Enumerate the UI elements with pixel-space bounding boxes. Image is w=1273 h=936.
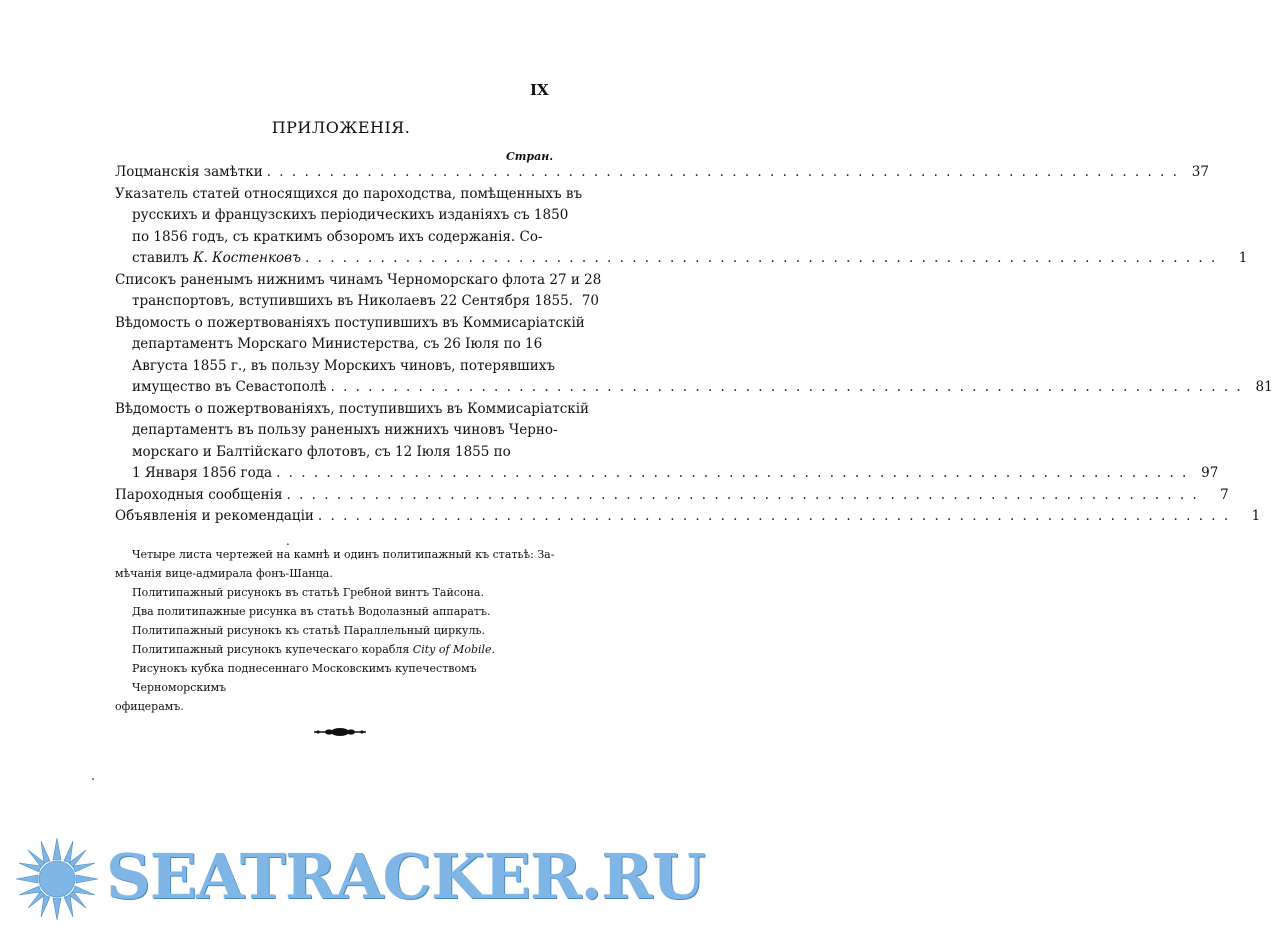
toc-page-number: 37 <box>1191 164 1209 180</box>
toc-page-number: 70 <box>581 293 599 309</box>
note-line: Два политипажные рисунка въ статьѣ Водолазный аппаратъ. <box>132 605 491 618</box>
toc-entry <box>115 399 1219 485</box>
note-line <box>115 640 555 659</box>
toc-entry <box>115 184 1248 270</box>
toc-entry-text: Объявленія и рекомендаціи <box>115 508 314 524</box>
toc-entry-text: транспортовъ, вступившихъ въ Николаевъ 22 Сентября 1855. <box>132 293 573 309</box>
ornament-divider-icon <box>310 726 370 738</box>
toc-entry-text: департаментъ въ пользу раненыхъ нижнихъ чиновъ Черно- <box>132 422 558 438</box>
paper-speck <box>92 778 94 780</box>
toc-page-number: 97 <box>1201 465 1219 481</box>
toc-entry <box>115 485 1229 507</box>
note-line-text: Политипажный рисунокъ купеческаго корабля <box>132 643 413 656</box>
page-column-label: Стран. <box>506 150 554 163</box>
stray-dot: . <box>286 534 290 548</box>
toc-entry-text: Лоцманскія замѣтки <box>115 164 263 180</box>
toc-entry-text: имущество въ Севастополѣ <box>132 379 327 395</box>
watermark <box>0 830 705 930</box>
dot-leader <box>318 506 1230 528</box>
toc-entry-text: по 1856 годъ, съ краткимъ обзоромъ ихъ содержанія. Со- <box>132 228 543 245</box>
toc-entry-text: Списокъ раненымъ нижнимъ чинамъ Черноморскаго флота 27 и 28 <box>115 271 602 288</box>
toc-entry-text: департаментъ Морскаго Министерства, съ 26 Іюля по 16 <box>132 336 543 352</box>
toc-entry-text: Указатель статей относящихся до пароходства, помѣщенныхъ въ <box>115 185 583 202</box>
dot-leader <box>267 162 1179 184</box>
dot-leader <box>287 485 1199 507</box>
watermark-text: SEATRACKER.RU <box>106 840 705 913</box>
toc-entry-text: русскихъ и французскихъ періодическихъ изданіяхъ съ 1850 <box>132 207 569 223</box>
toc-entry-text: Вѣдомость о пожертвованіяхъ поступившихъ въ Коммисаріатскій <box>115 314 585 331</box>
toc-page-number: 1 <box>1238 250 1248 266</box>
note-line: Четыре листа чертежей на камнѣ и одинъ политипажный къ статьѣ: За- <box>132 548 555 561</box>
note-line: офицерамъ. <box>115 700 184 713</box>
dot-leader <box>305 248 1217 270</box>
toc-entry-text <box>132 248 301 270</box>
author-name: К. Костенковъ <box>193 250 302 266</box>
note-line: мѣчанія вице-адмирала фонъ-Шанца. <box>115 567 333 580</box>
note-line: Рисунокъ кубка поднесеннаго Московскимъ купечествомъ Черноморскимъ <box>132 662 477 694</box>
toc-entry-text-prefix: ставилъ <box>132 250 194 266</box>
toc-entry-text: Пароходныя сообщенія <box>115 486 283 503</box>
sun-icon <box>14 836 100 922</box>
dot-leader <box>276 463 1188 485</box>
note-line: Политипажный рисунокъ къ статьѣ Параллельный циркуль. <box>132 624 485 637</box>
toc-entry <box>115 313 1273 399</box>
ship-name: City of Mobile. <box>412 643 496 656</box>
toc-entry-text: морскаго и Балтійскаго флотовъ, съ 12 Іюля 1855 по <box>132 443 511 460</box>
toc-entry-text: Вѣдомость о пожертвованіяхъ, поступившихъ въ Коммисаріатскій <box>115 400 590 417</box>
toc-entry-text: 1 Января 1856 года <box>132 465 273 481</box>
toc-entry <box>115 162 1209 184</box>
table-of-contents <box>115 162 1273 528</box>
toc-page-number: 1 <box>1251 508 1261 524</box>
toc-entry <box>115 506 1261 528</box>
toc-page-number: 81 <box>1255 379 1273 395</box>
page-title: ПРИЛОЖЕНІЯ. <box>271 118 411 137</box>
illustrations-notes <box>115 545 555 716</box>
page-number: IX <box>530 81 549 99</box>
toc-entry-text: Августа 1855 г., въ пользу Морскихъ чиновъ, потерявшихъ <box>132 357 555 374</box>
toc-page-number: 7 <box>1220 486 1229 503</box>
toc-entry <box>115 270 602 313</box>
note-line: Политипажный рисунокъ въ статьѣ Гребной винтъ Тайсона. <box>132 586 484 599</box>
dot-leader <box>330 377 1242 399</box>
